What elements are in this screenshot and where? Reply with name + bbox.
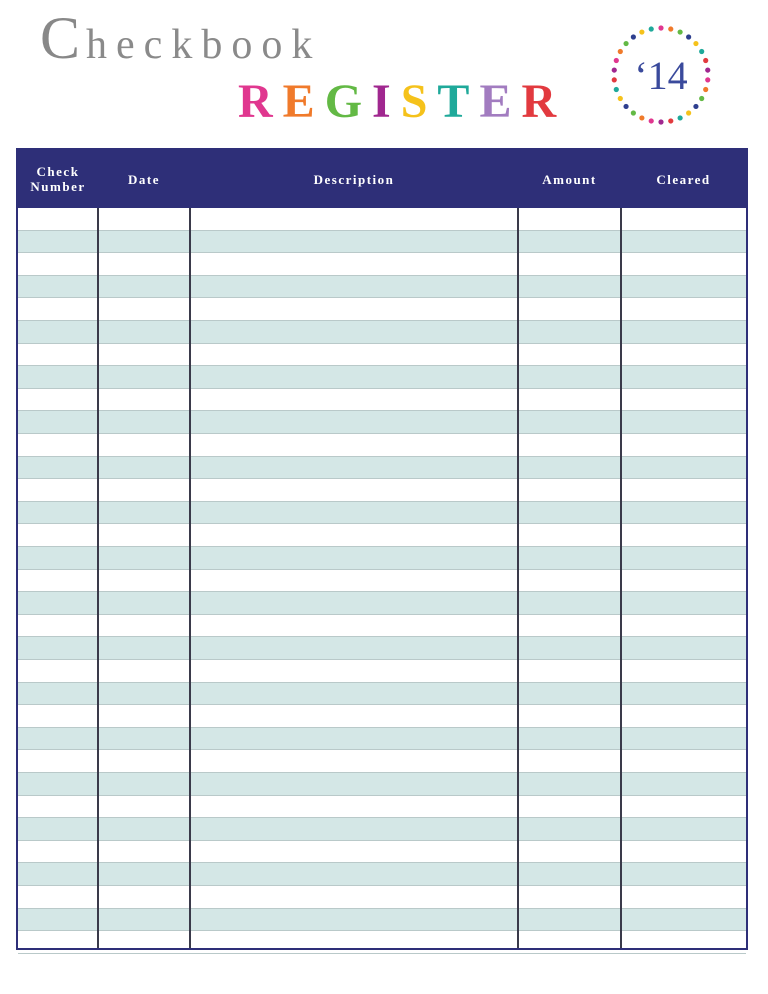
table-row[interactable] [18,570,746,593]
table-row[interactable] [18,502,746,525]
table-row[interactable] [18,750,746,773]
table-row[interactable] [18,705,746,728]
header-row [18,150,746,208]
table-row[interactable] [18,253,746,276]
table-row[interactable] [18,208,746,231]
table-row[interactable] [18,276,746,299]
table-row[interactable] [18,524,746,547]
register-letter: E [479,75,522,128]
table-row[interactable] [18,637,746,660]
register-letter: R [521,75,567,128]
table-row[interactable] [18,931,746,954]
table-row[interactable] [18,683,746,706]
table-row[interactable] [18,841,746,864]
column-header: Description [313,171,395,187]
year-label: ‘14 [634,52,688,98]
table-row[interactable] [18,592,746,615]
table-row[interactable] [18,366,746,389]
table-row[interactable] [18,344,746,367]
column-header: Amount [542,171,597,187]
title-checkbook [40,5,322,71]
title-initial: C [40,5,87,71]
register-letter: I [372,75,401,128]
column-divider [189,208,191,948]
table-row[interactable] [18,479,746,502]
register-letter: T [437,75,480,128]
table-row[interactable] [18,796,746,819]
table-row[interactable] [18,660,746,683]
table-row[interactable] [18,389,746,412]
table-row[interactable] [18,321,746,344]
table-row[interactable] [18,298,746,321]
register-letter: S [400,75,438,128]
year-badge [608,22,714,128]
register-letter: E [282,75,325,128]
column-header: Cleared [656,171,711,187]
table-row[interactable] [18,773,746,796]
column-header: Date [128,171,160,187]
table-row[interactable] [18,547,746,570]
column-divider [620,208,622,948]
column-header: Check Number [30,164,86,194]
title-rest: heckbook [86,22,322,68]
table-row[interactable] [18,411,746,434]
table-row[interactable] [18,434,746,457]
register-letter: G [324,75,373,128]
table-row[interactable] [18,457,746,480]
column-divider [97,208,99,948]
table-row[interactable] [18,818,746,841]
title-register [238,75,567,128]
table-row[interactable] [18,615,746,638]
table-row[interactable] [18,909,746,932]
table-row[interactable] [18,231,746,254]
table-row[interactable] [18,886,746,909]
register-table [16,148,748,950]
column-divider [517,208,519,948]
register-letter: R [238,75,283,128]
table-row[interactable] [18,728,746,751]
table-row[interactable] [18,863,746,886]
